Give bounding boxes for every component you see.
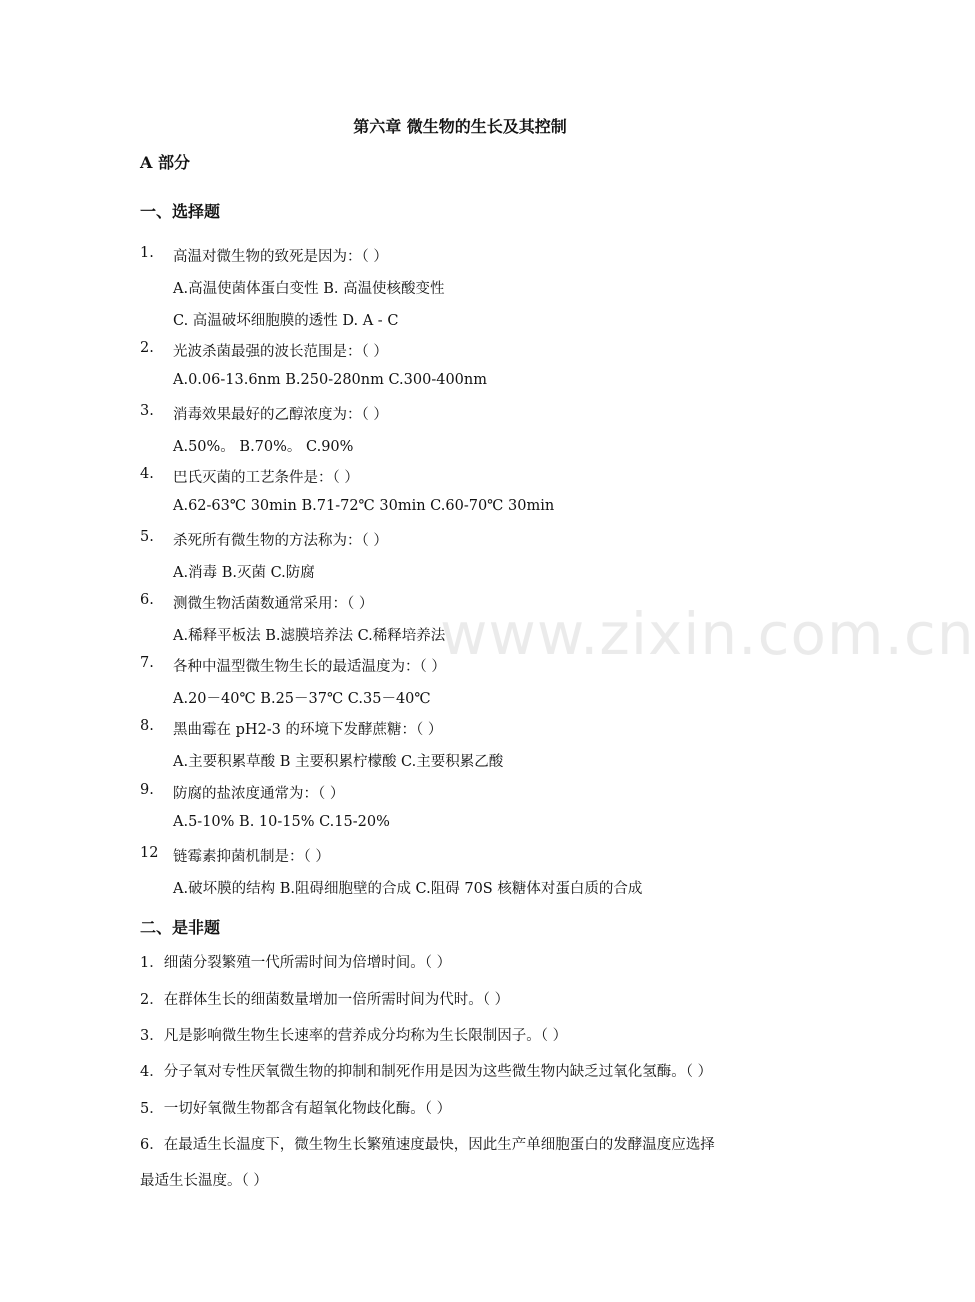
- question-text: 黑曲霉在 pH2-3 的环境下发酵蔗糖：（ ）: [173, 722, 443, 738]
- section-truefalse-heading: 二、是非题: [140, 918, 221, 937]
- question-text: 巴氏灭菌的工艺条件是：（ ）: [173, 470, 359, 486]
- question-number: 5.: [140, 529, 154, 545]
- question-options: A.破坏膜的结构 B.阻碍细胞壁的合成 C.阻碍 70S 核糖体对蛋白质的合成: [173, 881, 643, 897]
- question-options: A.20－40℃ B.25－37℃ C.35－40℃: [173, 691, 431, 707]
- tf-question: 1．细菌分裂繁殖一代所需时间为倍增时间。（ ）: [140, 955, 452, 971]
- watermark: www.zixin.com.cn: [440, 600, 975, 668]
- question-options: A.62-63℃ 30min B.71-72℃ 30min C.60-70℃ 30min: [173, 498, 555, 514]
- question-options: A.主要积累草酸 B 主要积累柠檬酸 C.主要积累乙酸: [173, 754, 504, 770]
- question-text: 各种中温型微生物生长的最适温度为：（ ）: [173, 659, 446, 675]
- section-a-heading: A 部分: [140, 153, 190, 172]
- question-text: 光波杀菌最强的波长范围是：（ ）: [173, 344, 388, 360]
- question-text: 链霉素抑菌机制是：（ ）: [173, 849, 330, 865]
- tf-question-continued: 最适生长温度。（ ）: [140, 1173, 268, 1189]
- tf-question: 5．一切好氧微生物都含有超氧化物歧化酶。（ ）: [140, 1101, 452, 1117]
- section-choice-heading: 一、选择题: [140, 202, 221, 221]
- question-number: 9.: [140, 782, 154, 798]
- question-options: A.0.06-13.6nm B.250-280nm C.300-400nm: [173, 372, 487, 388]
- question-options: A.高温使菌体蛋白变性 B. 高温使核酸变性: [173, 281, 445, 297]
- question-number: 2.: [140, 340, 154, 356]
- question-options: C. 高温破坏细胞膜的透性 D. A - C: [173, 313, 399, 329]
- question-options: A.稀释平板法 B.滤膜培养法 C.稀释培养法: [173, 628, 446, 644]
- question-number: 6.: [140, 592, 154, 608]
- question-options: A.5-10% B. 10-15% C.15-20%: [173, 814, 390, 830]
- page-title: 第六章 微生物的生长及其控制: [353, 117, 567, 136]
- question-text: 高温对微生物的致死是因为：（ ）: [173, 249, 388, 265]
- question-number: 4.: [140, 466, 154, 482]
- question-number: 3.: [140, 403, 154, 419]
- question-number: 12: [140, 845, 159, 861]
- tf-question: 6．在最适生长温度下，微生物生长繁殖速度最快，因此生产单细胞蛋白的发酵温度应选择: [140, 1137, 715, 1153]
- question-number: 8.: [140, 718, 154, 734]
- question-options: A.消毒 B.灭菌 C.防腐: [173, 565, 315, 581]
- question-number: 1.: [140, 245, 154, 261]
- tf-question: 2．在群体生长的细菌数量增加一倍所需时间为代时。（ ）: [140, 992, 510, 1008]
- question-number: 7.: [140, 655, 154, 671]
- question-text: 防腐的盐浓度通常为：（ ）: [173, 786, 345, 802]
- question-text: 消毒效果最好的乙醇浓度为：（ ）: [173, 407, 388, 423]
- question-text: 杀死所有微生物的方法称为：（ ）: [173, 533, 388, 549]
- question-text: 测微生物活菌数通常采用：（ ）: [173, 596, 374, 612]
- tf-question: 4．分子氧对专性厌氧微生物的抑制和制死作用是因为这些微生物内缺乏过氧化氢酶。（ ）: [140, 1064, 713, 1080]
- question-options: A.50%。 B.70%。 C.90%: [173, 439, 354, 455]
- tf-question: 3．凡是影响微生物生长速率的营养成分均称为生长限制因子。（ ）: [140, 1028, 568, 1044]
